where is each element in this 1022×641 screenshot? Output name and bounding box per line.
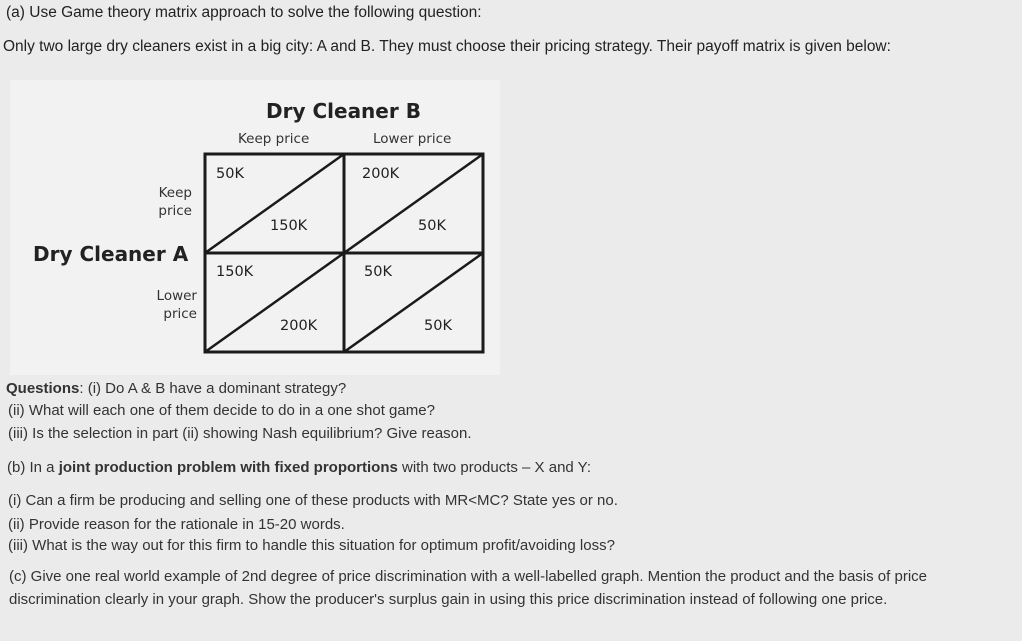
- question-a-heading: (a) Use Game theory matrix approach to solve the following question:: [6, 4, 482, 21]
- question-b-bold-topic: joint production problem with fixed proportions: [58, 459, 398, 476]
- payoff-lower-keep-b: 200K: [280, 318, 318, 334]
- question-b-prefix: (b) In a: [7, 459, 59, 476]
- payoff-lower-lower-a: 50K: [364, 264, 392, 280]
- question-c-line-2: discrimination clearly in your graph. Show the producer's surplus gain in using this price discrimination instead of following one price.: [9, 591, 888, 608]
- payoff-lower-keep-a: 150K: [216, 264, 254, 280]
- player-a-strategy-keep: Keep price: [158, 185, 192, 219]
- question-b-heading: [7, 459, 591, 476]
- player-a-title: Dry Cleaner A: [33, 242, 189, 266]
- payoff-keep-lower-b: 50K: [418, 218, 446, 234]
- payoff-keep-keep-a: 50K: [216, 166, 244, 182]
- player-b-strategy-lower: Lower price: [373, 131, 452, 147]
- question-b-2: (ii) Provide reason for the rationale in 15-20 words.: [8, 516, 345, 533]
- player-b-title: Dry Cleaner B: [266, 99, 421, 123]
- payoff-keep-lower-a: 200K: [362, 166, 400, 182]
- questions-label: Questions: [6, 380, 80, 397]
- problem-statement: Only two large dry cleaners exist in a big city: A and B. They must choose their pricing strategy. Their payoff matrix is given below:: [3, 38, 891, 55]
- question-b-suffix: with two products – X and Y:: [397, 459, 591, 476]
- question-c-line-1: (c) Give one real world example of 2nd degree of price discrimination with a well-labelled graph. Mention the product and the basis of price: [9, 568, 927, 585]
- question-b-3: (iii) What is the way out for this firm to handle this situation for optimum profit/avoiding loss?: [8, 537, 615, 554]
- question-a-1: [6, 380, 346, 397]
- payoff-keep-keep-b: 150K: [270, 218, 308, 234]
- player-a-strategy-lower: Lower price: [156, 288, 197, 322]
- payoff-lower-lower-b: 50K: [424, 318, 452, 334]
- question-a-1-text: : (i) Do A & B have a dominant strategy?: [79, 380, 347, 397]
- player-b-strategy-keep: Keep price: [238, 131, 310, 147]
- question-a-3: (iii) Is the selection in part (ii) showing Nash equilibrium? Give reason.: [8, 425, 472, 442]
- question-a-2: (ii) What will each one of them decide to do in a one shot game?: [8, 402, 435, 419]
- question-b-1: (i) Can a firm be producing and selling one of these products with MR<MC? State yes or no.: [8, 492, 618, 509]
